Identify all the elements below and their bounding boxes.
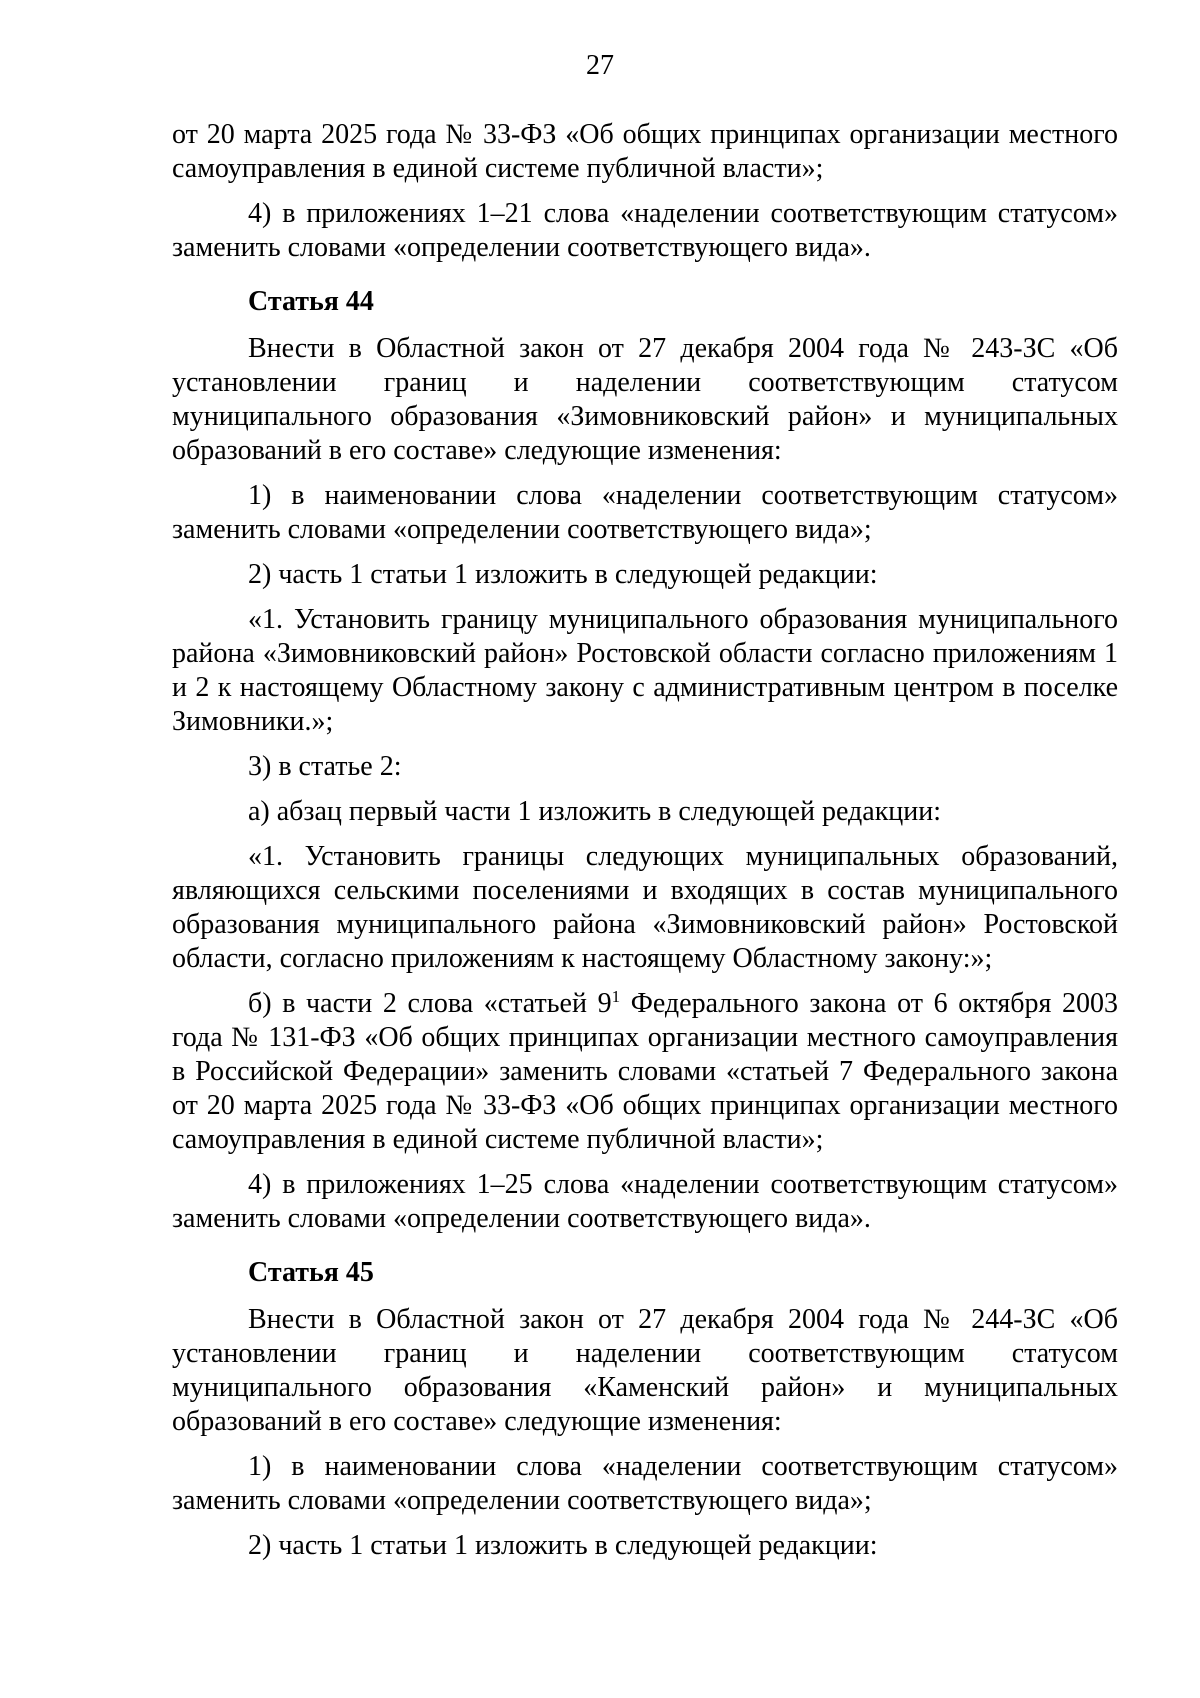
paragraph-article-44-intro: Внести в Областной закон от 27 декабря 2004 года № 243-ЗС «Об установлении границ и наделении соответствующим статусом муниципального образования «Зимовниковский район» и муниципальных образований в его составе» следующие изменения: xyxy=(172,333,1118,466)
page-number: 27 xyxy=(586,50,614,81)
paragraph-article-45-item-2: 2) часть 1 статьи 1 изложить в следующей редакции: xyxy=(248,1530,878,1561)
paragraph-article-45-item-1: 1) в наименовании слова «наделении соответствующим статусом» заменить словами «определении соответствующего вида»; xyxy=(172,1451,1118,1516)
paragraph-article-44-item-3b xyxy=(172,987,1118,1157)
paragraph-article-44-item-3b-end: Федерального закона от 6 октября 2003 года № 131-ФЗ «Об общих принципах организации местного самоуправления в Российской Федерации» заменить словами «статьей 7 Федерального закона от 20 марта 2025 года № 33-ФЗ «Об общих принципах организации местного самоуправления в единой системе публичной власти»; xyxy=(172,988,1118,1155)
article-heading-44: Статья 44 xyxy=(248,286,374,317)
article-heading-45: Статья 45 xyxy=(248,1257,374,1288)
paragraph-article-44-item-3b-start: б) в части 2 слова «статьей 9 xyxy=(248,988,612,1019)
paragraph-article-44-item-3a-text: «1. Установить границы следующих муниципальных образований, являющихся сельскими поселениями и входящих в состав муниципального образования муниципального района «Зимовниковский район» Ростовской области, согласно приложениям к настоящему Областному закону:»; xyxy=(172,841,1118,974)
paragraph-article-44-item-1: 1) в наименовании слова «наделении соответствующим статусом» заменить словами «определении соответствующего вида»; xyxy=(172,480,1118,545)
paragraph-article-44-item-2-text: «1. Установить границу муниципального образования муниципального района «Зимовниковский район» Ростовской области согласно приложениям 1 и 2 к настоящему Областному закону с административным центром в поселке Зимовники.»; xyxy=(172,604,1118,737)
paragraph-law-reference-continuation: от 20 марта 2025 года № 33-ФЗ «Об общих принципах организации местного самоуправления в единой системе публичной власти»; xyxy=(172,119,1118,184)
superscript-article-number: 1 xyxy=(611,987,621,1006)
paragraph-article-44-item-3a: а) абзац первый части 1 изложить в следующей редакции: xyxy=(248,796,942,827)
paragraph-item-4-annexes-1-21: 4) в приложениях 1–21 слова «наделении соответствующим статусом» заменить словами «определении соответствующего вида». xyxy=(172,198,1118,263)
paragraph-article-44-item-4: 4) в приложениях 1–25 слова «наделении соответствующим статусом» заменить словами «определении соответствующего вида». xyxy=(172,1169,1118,1234)
paragraph-article-44-item-2: 2) часть 1 статьи 1 изложить в следующей редакции: xyxy=(248,559,878,590)
document-body xyxy=(172,118,1118,1574)
paragraph-article-44-item-3: 3) в статье 2: xyxy=(248,751,402,782)
paragraph-article-45-intro: Внести в Областной закон от 27 декабря 2004 года № 244-ЗС «Об установлении границ и наделении соответствующим статусом муниципального образования «Каменский район» и муниципальных образований в его составе» следующие изменения: xyxy=(172,1304,1118,1437)
